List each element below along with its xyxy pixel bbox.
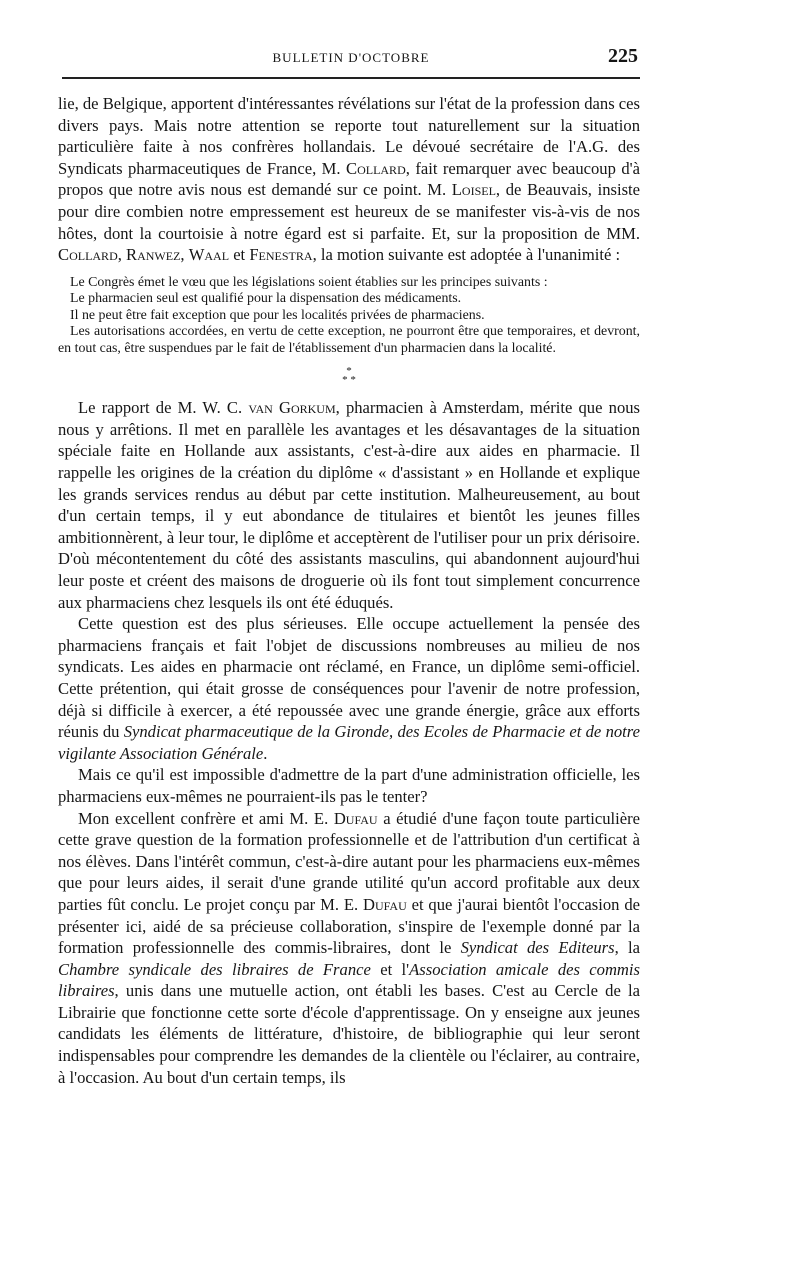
motion-line: Les autorisations accordées, en vertu de cette exception, ne pourront être que temporaires, et devront, en tout cas, être suspendues par le fait de l'établissement d'un pharmacien dans la localité. — [58, 324, 640, 356]
paragraph-administration: Mais ce qu'il est impossible d'admettre de la part d'une administration officielle, les pharmaciens eux-mêmes ne pourraient-ils pas le tenter? — [58, 765, 640, 806]
italic-text: Chambre syndicale des libraires de France — [58, 959, 371, 979]
person-name: Ranwez — [126, 245, 181, 265]
person-name: Dufau — [362, 894, 407, 914]
asterism-separator: * * * — [342, 365, 356, 387]
paragraph-question: Cette question est des plus sérieuses. Elle occupe actuellement la pensée des pharmaciens français et fait l'objet de discussions nombreuses au milieu de nos syndicats. Les aides en pharmacie ont réclamé, en France, un diplôme semi-officiel. Cette prétention, qui était grosse de conséquences pour l'avenir de notre profession, déjà si difficile à exercer, a été repoussée avec une grande énergie, grâce aux efforts réunis du Syndicat pharmaceutique de la Gironde, des Ecoles de Pharmacie et de notre vigilante Association Générale. — [58, 614, 640, 763]
motion-line: Le Congrès émet le vœu que les législations soient établies sur les principes suivants : — [70, 274, 548, 290]
person-name: Dufau — [333, 808, 378, 828]
header-rule — [62, 77, 640, 79]
person-name: Collard — [346, 158, 406, 178]
motion-block — [58, 275, 640, 358]
italic-text: Association amicale des commis libraires — [58, 959, 640, 1001]
person-name: van Gorkum — [248, 398, 336, 418]
paragraph-van-gorkum-report: Le rapport de M. W. C. van Gorkum, pharmacien à Amsterdam, mérite que nous nous y arrêtions. Il met en parallèle les avantages et les désavantages de la situation spéciale faite en Hollande aux assistants, c'est-à-dire aux aides en pharmacie. Il rappelle les origines de la création du diplôme « d'assistant » en Hollande et explique les grands services rendus au début par cette institution. Malheureusement, au bout d'un certain temps, il y eut abondance de titulaires et bientôt les jeunes filles ambitionnèrent, à leur tour, le diplôme et acceptèrent de l'utiliser pour un prix dérisoire. D'où mécontentement du côté des assistants masculins, qui abandonnent aujourd'hui leur poste et créent des maisons de droguerie où ils font tout simplement concurrence aux pharmaciens chez lesquels ils ont été éduqués. — [58, 398, 641, 612]
motion-line: Le pharmacien seul est qualifié pour la dispensation des médicaments. — [70, 291, 462, 307]
paragraph-congress-discussion: lie, de Belgique, apportent d'intéressantes révélations sur l'état de la profession dans ces divers pays. Mais notre attention se reporte tout naturellement sur la situation particulière faite à nos confrères hollandais. Le dévoué secrétaire de l'A.G. des Syndicats pharmaceutiques de France, M. Collard, fait remarquer avec beaucoup d'à propos que notre avis nous est demandé sur ce point. M. Loisel, de Beauvais, insiste pour dire combien notre empressement est heureux de se manifester vis-à-vis de nos hôtes, dont la courtoisie à notre égard est si parfaite. Et, sur la proposition de MM. Collard, Ranwez, Waal et Fenestra, la motion suivante est adoptée à l'unanimité : — [58, 94, 640, 265]
running-title: BULLETIN D'OCTOBRE — [272, 50, 430, 65]
italic-text: Syndicat pharmaceutique de la Gironde, des Ecoles de Pharmacie et de notre vigilante Association Générale — [58, 722, 640, 763]
person-name: Collard — [58, 245, 118, 265]
person-name: Waal — [188, 245, 230, 265]
motion-line: Il ne peut être fait exception que pour les localités privées de pharmaciens. — [70, 307, 485, 323]
running-header — [62, 42, 640, 70]
italic-text: Syndicat des Editeurs — [460, 938, 615, 958]
paragraph-dufau-project: Mon excellent confrère et ami M. E. Dufau a étudié d'une façon toute particulière cette grave question de la formation professionnelle et de l'attribution d'un certificat à nos élèves. Dans l'intérêt commun, c'est-à-dire autant pour les pharmaciens eux-mêmes que pour leurs aides, il serait d'une grande utilité qu'un accord profitable aux deux parties fût conclu. Le projet conçu par M. E. Dufau et que j'aurai bientôt l'occasion de présenter ici, aidé de sa précieuse collaboration, s'inspire de l'exemple donné par la formation professionnelle des commis-libraires, dont le Syndicat des Editeurs, la Chambre syndicale des libraires de France et l'Association amicale des commis libraires, unis dans une mutuelle action, ont établi les bases. C'est au Cercle de la Librairie que fonctionne cette sorte d'école d'apprentissage. On y enseigne aux jeunes candidats les éléments de littérature, d'histoire, de bibliographie qui leur seront indispensables pour comprendre les demandes de la clientèle ou l'éclairer, au contraire, à l'occasion. Au bout d'un certain temps, ils — [58, 808, 640, 1087]
person-name: Fenestra — [249, 245, 313, 265]
person-name: Loisel — [451, 180, 496, 200]
page-number: 225 — [608, 45, 638, 67]
page-body — [58, 93, 640, 1088]
